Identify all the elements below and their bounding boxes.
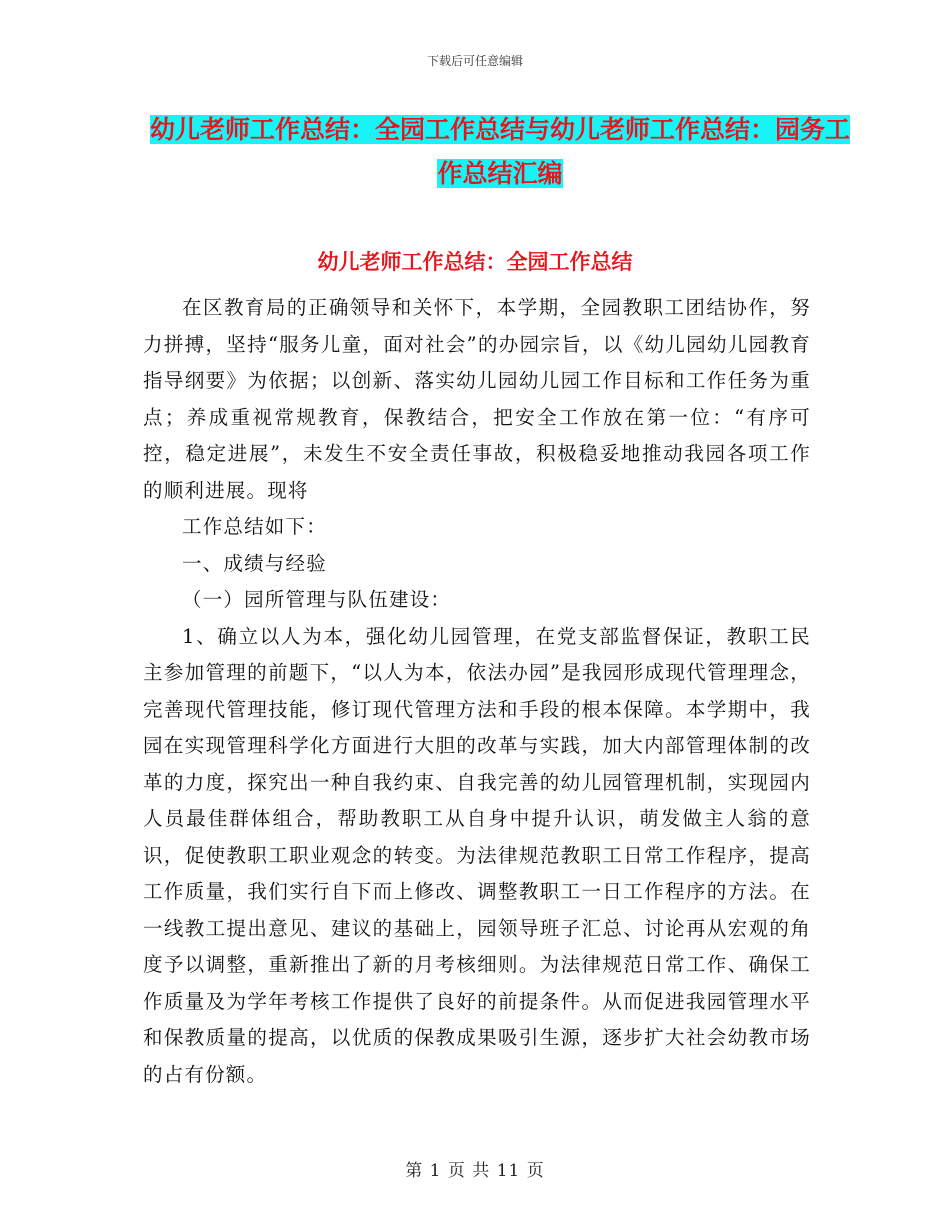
- section-title: 幼儿老师工作总结：全园工作总结: [317, 250, 633, 274]
- paragraph-management-detail: 1、确立以人为本，强化幼儿园管理，在党支部监督保证，教职工民主参加管理的前题下，“以人为本，依法办园”是我园形成现代管理理念，完善现代管理技能，修订现代管理方法和手段的根本保障。本学期中，我园在实现管理科学化方面进行大胆的改革与实践，加大内部管理体制的改革的力度，探究出一种自我约束、自我完善的幼儿园管理机制，实现园内人员最佳群体组合，帮助教职工从自身中提升认识，萌发做主人翁的意识，促使教职工职业观念的转变。为法律规范教职工日常工作程序，提高工作质量，我们实行自下而上修改、调整教职工一日工作程序的方法。在一线教工提出意见、建议的基础上，园领导班子汇总、讨论再从宏观的角度予以调整，重新推出了新的月考核细则。为法律规范日常工作、确保工作质量及为学年考核工作提供了良好的前提条件。从而促进我园管理水平和保教质量的提高，以优质的保教成果吸引生源，逐步扩大社会幼教市场的占有份额。: [143, 624, 811, 1086]
- document-body: [143, 290, 811, 1093]
- header-note: 下载后可任意编辑: [426, 54, 523, 68]
- document-title-text: 幼儿老师工作总结：全园工作总结与幼儿老师工作总结：园务工作总结汇编: [150, 115, 851, 188]
- paragraph-intro: 在区教育局的正确领导和关怀下，本学期，全园教职工团结协作，努力拼搏，坚持“服务儿童，面对社会”的办园宗旨，以《幼儿园幼儿园教育指导纲要》为依据；以创新、落实幼儿园幼儿园工作目标和工作任务为重点；养成重视常规教育，保教结合，把安全工作放在第一位：“有序可控，稳定进展”，未发生不安全责任事故，积极稳妥地推动我园各项工作的顺利进展。现将: [143, 296, 811, 502]
- document-title: [150, 108, 850, 196]
- heading-achievements: 一、成绩与经验: [182, 551, 327, 575]
- heading-management: （一）园所管理与队伍建设：: [182, 588, 452, 611]
- page-number: 第 1 页 共 11 页: [405, 1161, 545, 1181]
- paragraph-summary-lead: 工作总结如下：: [182, 515, 327, 538]
